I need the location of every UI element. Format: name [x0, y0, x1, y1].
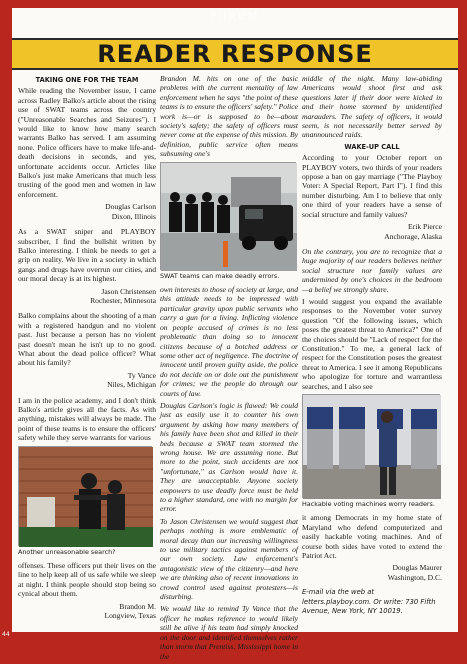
letter-body: As a SWAT sniper and PLAYBOY subscriber, I find the bullshit written by Balko interesting. I think he needs to get a grip on reality. We live in a society in which gangs and drugs have overrun our cities, and our moral decay is at its highest. — [18, 227, 156, 284]
signature-name: Erik Pierce — [408, 222, 442, 232]
editor-response: Brandon M. hits on one of the basic problems with the current mentality of law enforcement when he says "the point of these teams is to ensure the officers' safety." Police work is—or is supposed to be—about society's safety; the safety of officers must never come at the expense of this mission. By definition, public service often means subsuming one's — [160, 74, 298, 159]
signature-name: Ty Vance — [127, 370, 156, 380]
letter-signature — [18, 602, 156, 621]
editor-response: We would like to remind Ty Vance that the officer he makes reference to would likely still be alive if his team had simply knocked on the door and identified themselves rather than storm that Prentiss, Mississippi home in the — [160, 604, 298, 661]
column-1 — [18, 76, 156, 626]
letter-signature — [18, 287, 156, 306]
column-3 — [302, 74, 442, 616]
letter-signature — [302, 222, 442, 241]
column-2 — [160, 74, 298, 664]
letter-signature — [302, 563, 442, 582]
letter-body: While reading the November issue, I came across Radley Balko's article about the rising use of SWAT teams across the country ("Unreasonable Searches and Seizures"). I would like to know how many search warrants Balko has served. I am assuming none. Police officers have to make life-and-death decisions in seconds, and yes, unfortunate accidents occur. Articles like Balko's just make Americans that much less trusting of the good men and women in law enforcement. — [18, 86, 156, 199]
editor-response: middle of the night. Many law-abiding Americans would shoot first and ask questions later if their door were kicked in and their home stormed by unidentified marauders. The safety of officers, it would seem, is not necessarily better served by unannounced raids. — [302, 74, 442, 140]
letter-signature — [18, 202, 156, 221]
letter-body: it among Democrats in my home state of Maryland who defend computerized and easily hackable voting machines. And of course both sides have voted to extend the Patriot Act. — [302, 513, 442, 561]
signature-location: Anchorage, Alaska — [384, 231, 442, 241]
police-photo — [18, 446, 152, 546]
photo-caption: Another unreasonable search? — [18, 547, 116, 556]
letter-body: Balko complains about the shooting of a man with a registered handgun and no violent past. Just because a person has no violent past doesn't mean he isn't up to no good. What about the dead police officer? What about his family? — [18, 311, 156, 368]
editor-response: own interests to those of society at large, and this attitude needs to be impressed with particular gravity upon public servants who carry a gun for a living. Inflicting violence on people accused of crimes is no less problematic than doing so to innocent citizens because of a botched address or some other act of negligence. The doctrine of innocent until proven guilty aside, the police do not decide on or dole out the punishment for crimes; we the people do through our courts of law. — [160, 285, 298, 398]
signature-location: Washington, D.C. — [387, 572, 442, 582]
letter-body: I am in the police academy, and I don't think Balko's article gives all the facts. As with anything, mistakes will always be made. The point of these teams is to ensure the officers' safety while they serve warrants for various — [18, 395, 156, 443]
letter-body: I would suggest you expand the available responses to the November voter survey question "Of the following issues, which poses the greatest threat to America?" One of the choices should be "Lack of respect for the Constitution." To me, a general lack of respect for the Constitution poses the greatest threat to America. I see it among Republicans who apologize for torture and warrantless searches, and I also see — [302, 296, 442, 391]
swat-photo — [160, 162, 296, 270]
voting-machines-photo — [302, 394, 440, 498]
photo-caption: Hackable voting machines worry readers. — [302, 500, 435, 508]
letter-heading: WAKE-UP CALL — [344, 142, 400, 151]
section-label: FORUM — [210, 10, 260, 22]
page-title-banner: READER RESPONSE — [12, 38, 458, 70]
letter-heading: TAKING ONE FOR THE TEAM — [35, 76, 139, 84]
editor-response: To Jason Christensen we would suggest that perhaps nothing is more emblematic of moral decay than our increasing willingness to use military tactics against members of our own society. Law enforcement's antagonistic view of the citizenry—and here we are thinking also of recent innovations in crowd control used against protesters—is disturbing. — [160, 516, 298, 602]
signature-name: Douglas Maurer — [392, 563, 442, 573]
letter-body: offenses. These officers put their lives on the line to help keep all of us safe while we sleep at night. I think people should stop being so cynical about them. — [18, 561, 156, 599]
signature-location: Rochester, Minnesota — [90, 295, 156, 305]
page-number: 44 — [2, 631, 10, 638]
signature-name: Jason Christensen — [101, 286, 156, 296]
contact-info: E-mail via the web at letters.playboy.com. Or write: 730 Fifth Avenue, New York, NY 10019. — [302, 588, 436, 616]
signature-name: Douglas Carlson — [105, 202, 156, 212]
signature-name: Brandon M. — [119, 601, 156, 611]
signature-location: Longview, Texas — [104, 611, 156, 621]
letter-body: According to your October report on PLAYBOY voters, two thirds of your readers oppose a ban on gay marriage ("The Playboy Voter: A Special Report, Part I"). I find this number disturbing. Am I to believe that only one third of your readers have a sense of social structure and family values? — [302, 153, 442, 219]
editor-response: On the contrary, you are to recognize that a huge majority of our readers believes neither social structure nor family values are undermined by one's choices in the bedroom—a belief we strongly share. — [302, 246, 442, 294]
signature-location: Dixon, Illinois — [111, 211, 156, 221]
letter-signature — [18, 371, 156, 390]
photo-caption: SWAT teams can make deadly errors. — [160, 271, 280, 280]
editor-response: Douglas Carlson's logic is flawed: We could just as easily use it to counter his own argument by asking how many members of his family have been shot and killed in their beds because a SWAT team stormed the wrong house. We are assuming none. But more to the point, such accidents are not "unfortunate," as Carlson would have it. They are unacceptable. Anyone society empowers to use deadly force must be held to a higher standard, one with no margin for error. — [160, 400, 298, 514]
signature-location: Niles, Michigan — [107, 380, 156, 390]
